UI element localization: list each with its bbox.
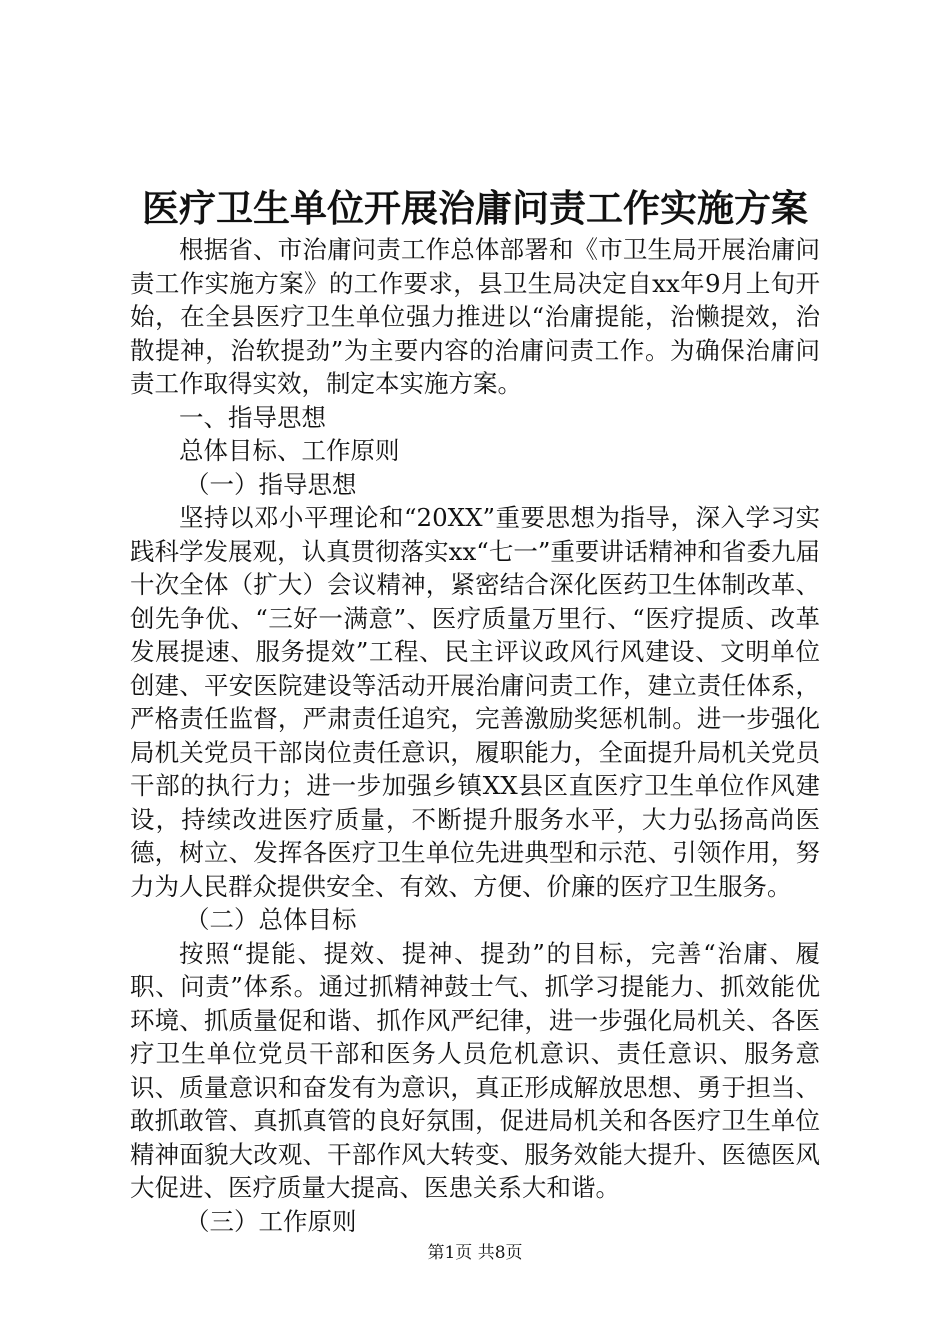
intro-paragraph: 根据省、市治庸问责工作总体部署和《市卫生局开展治庸问责工作实施方案》的工作要求，县卫生局决定自xx年9月上旬开始，在全县医疗卫生单位强力推进以“治庸提能，治懒提效，治散提神，治软提劲”为主要内容的治庸问责工作。为确保治庸问责工作取得实效，制定本实施方案。 bbox=[130, 235, 820, 398]
section1-heading: 一、指导思想 bbox=[179, 402, 326, 432]
part1-paragraph: 坚持以邓小平理论和“20XX”重要思想为指导，深入学习实践科学发展观，认真贯彻落实xx“七一”重要讲话精神和省委九届十次全体（扩大）会议精神，紧密结合深化医药卫生体制改革、创先争优、“三好一满意”、医疗质量万里行、“医疗提质、改革发展提速、服务提效”工程、民主评议政风行风建设、文明单位创建、平安医院建设等活动开展治庸问责工作，建立责任体系，严格责任监督，严肃责任追究，完善激励奖惩机制。进一步强化局机关党员干部岗位责任意识，履职能力，全面提升局机关党员干部的执行力；进一步加强乡镇XX县区直医疗卫生单位作风建设，持续改进医疗质量，不断提升服务水平，大力弘扬高尚医德，树立、发挥各医疗卫生单位先进典型和示范、引领作用，努力为人民群众提供安全、有效、方便、价廉的医疗卫生服务。 bbox=[130, 503, 820, 901]
part3-heading: （三）工作原则 bbox=[185, 1206, 357, 1236]
section1-subheading: 总体目标、工作原则 bbox=[179, 436, 400, 465]
document-body bbox=[130, 233, 820, 1238]
part2-paragraph: 按照“提能、提效、提神、提劲”的目标，完善“治庸、履职、问责”体系。通过抓精神鼓士气、抓学习提能力、抓效能优环境、抓质量促和谐、抓作风严纪律，进一步强化局机关、各医疗卫生单位党员干部和医务人员危机意识、责任意识、服务意识、质量意识和奋发有为意识，真正形成解放思想、勇于担当、敢抓敢管、真抓真管的良好氛围，促进局机关和各医疗卫生单位精神面貌大改观、干部作风大转变、服务效能大提升、医德医风大促进、医疗质量大提高、医患关系大和谐。 bbox=[130, 938, 820, 1202]
document-title: 医疗卫生单位开展治庸问责工作实施方案 bbox=[142, 186, 808, 230]
page-footer: 第1页 共8页 bbox=[427, 1243, 523, 1263]
part2-heading: （二）总体目标 bbox=[185, 905, 357, 934]
part1-heading: （一）指导思想 bbox=[185, 469, 357, 499]
